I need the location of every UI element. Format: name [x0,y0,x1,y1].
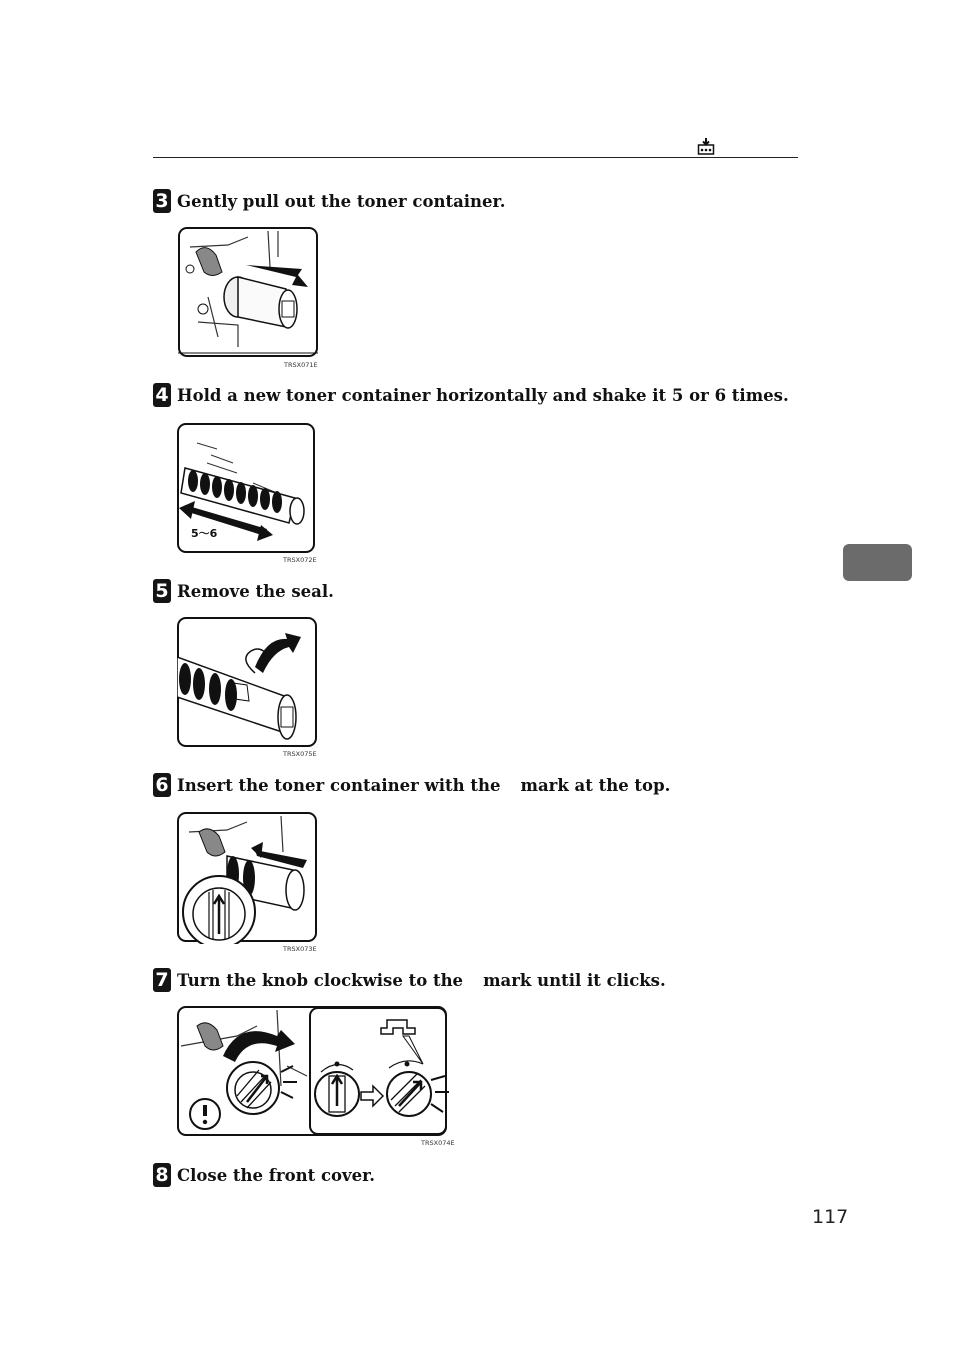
turn-knob-illustration [177,1006,455,1147]
step-text: Remove the seal. [177,582,334,601]
step-number: 7 [153,968,171,992]
step-number: 5 [153,579,171,603]
page-number: 117 [812,1206,849,1228]
step-text [177,776,670,795]
step-text-before: Insert the toner container with the [177,776,501,795]
figure-code: TRSX075E [283,750,317,758]
step-text: Hold a new toner container horizontally and shake it 5 or 6 times. [177,386,789,405]
repeat-count-label: 5～6 [191,527,218,540]
figure-code: TRSX074E [421,1139,455,1147]
remove-seal-illustration [177,617,317,758]
step-text: Close the front cover. [177,1166,376,1185]
step-text: Gently pull out the toner container. [177,192,506,211]
figure-code: TRSX073E [283,945,317,953]
toner-icon [697,137,715,155]
step-number: 8 [153,1163,171,1187]
shake-container-illustration [177,423,317,564]
step-number: 6 [153,773,171,797]
figure-code: TRSX071E [284,361,318,369]
figure-code: TRSX072E [283,556,317,564]
step-text-after: mark until it clicks. [483,971,666,990]
step-number: 3 [153,189,171,213]
step-number: 4 [153,383,171,407]
step-text [177,971,666,990]
step-text-before: Turn the knob clockwise to the [177,971,464,990]
chapter-tab [843,544,912,581]
header-rule [153,157,798,158]
step-text-after: mark at the top. [520,776,671,795]
insert-container-illustration [177,812,317,953]
pull-out-container-illustration [178,227,318,369]
